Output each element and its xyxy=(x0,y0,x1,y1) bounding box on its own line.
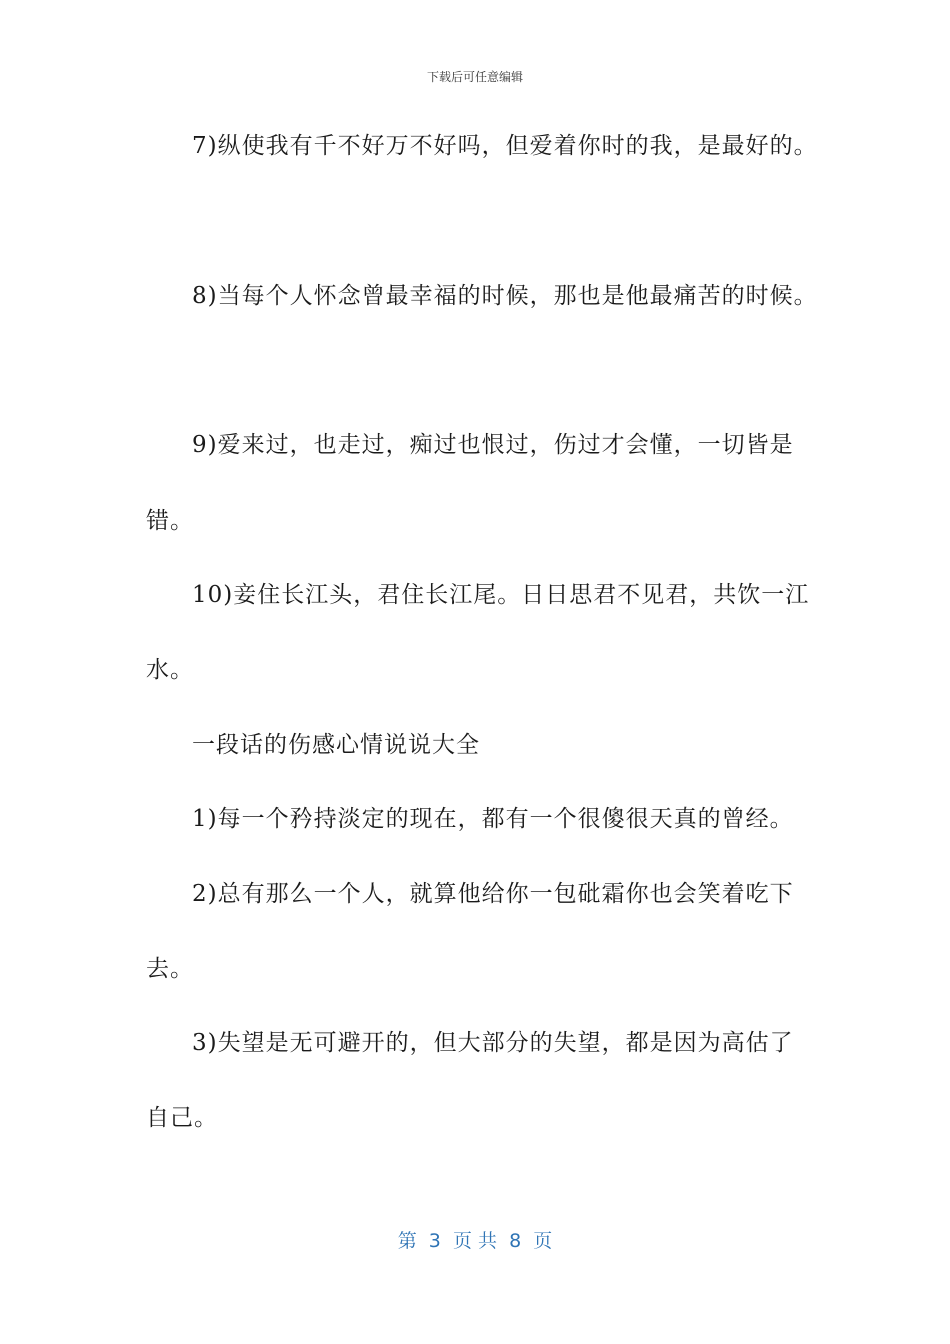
body-line-9-continued: 错。 xyxy=(146,508,194,534)
body-line-10-continued: 水。 xyxy=(146,657,194,683)
section-heading: 一段话的伤感心情说说大全 xyxy=(192,732,480,758)
body-line-7: 7)纵使我有千不好万不好吗，但爱着你时的我，是最好的。 xyxy=(192,133,818,159)
body-line-2-continued: 去。 xyxy=(146,956,194,982)
body-line-1: 1)每一个矜持淡定的现在，都有一个很傻很天真的曾经。 xyxy=(192,806,794,832)
body-line-8: 8)当每个人怀念曾最幸福的时候，那也是他最痛苦的时候。 xyxy=(192,283,818,309)
body-line-3: 3)失望是无可避开的，但大部分的失望，都是因为高估了 xyxy=(192,1030,794,1056)
page-header: 下载后可任意编辑 xyxy=(426,70,523,84)
body-line-3-continued: 自己。 xyxy=(146,1105,218,1131)
body-line-10: 10)妾住长江头，君住长江尾。日日思君不见君，共饮一江 xyxy=(192,582,810,608)
body-line-9: 9)爱来过，也走过，痴过也恨过，伤过才会懂，一切皆是 xyxy=(192,432,794,458)
body-line-2: 2)总有那么一个人，就算他给你一包砒霜你也会笑着吃下 xyxy=(192,881,794,907)
page-number-footer: 第 3 页 共 8 页 xyxy=(397,1230,553,1252)
